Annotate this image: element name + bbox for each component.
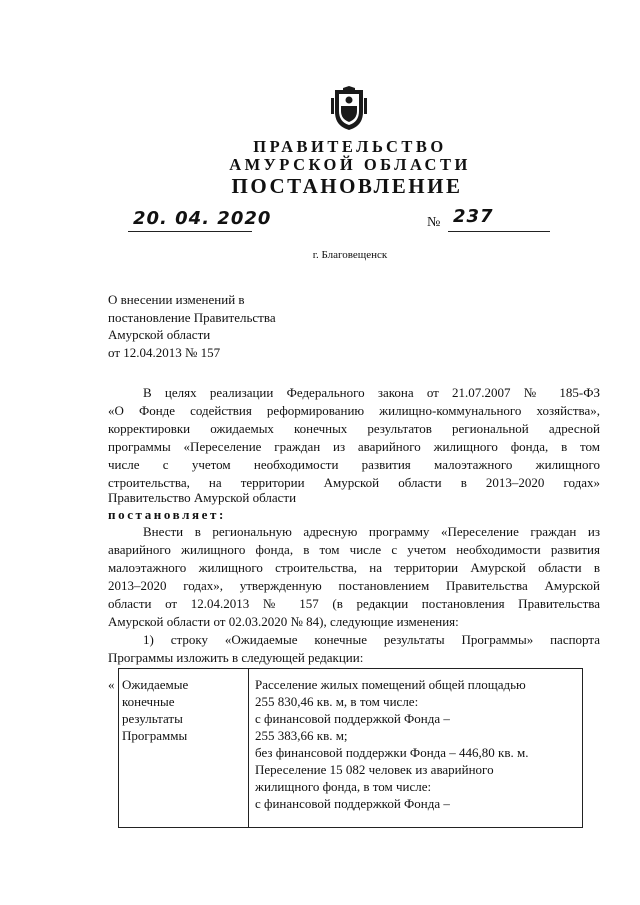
cell-line: 255 383,66 кв. м;	[255, 728, 348, 743]
body-line: программы «Переселение граждан из аварийного жилищного фонда, в том	[108, 439, 600, 454]
cell-line: с финансовой поддержкой Фонда –	[255, 796, 450, 811]
body-line: 2013–2020 годах», утвержденную постановлением Правительства Амурской	[108, 578, 600, 593]
body-line: области от 12.04.2013 № 157 (в редакции постановления Правительства	[108, 596, 600, 611]
body-line: Внести в региональную адресную программу «Переселение граждан из	[143, 524, 600, 539]
subject-line: Амурской области	[108, 327, 211, 342]
cell-line: конечные	[122, 694, 175, 709]
body-line: Амурской области от 02.03.2020 № 84), следующие изменения:	[108, 614, 459, 629]
body-line: 1) строку «Ожидаемые конечные результаты Программы» паспорта	[143, 632, 600, 647]
subject-line: постановление Правительства	[108, 309, 276, 325]
body-line: Программы изложить в следующей редакции:	[108, 650, 364, 665]
subject-line: от 12.04.2013 № 157	[108, 344, 221, 360]
city-name: г. Благовещенск	[312, 249, 388, 261]
number-underline	[448, 231, 550, 232]
cell-line: Программы	[122, 728, 188, 743]
cell-line: Расселение жилых помещений общей площадью	[255, 677, 526, 692]
body-line: строительства, на территории Амурской области в 2013–2020 годах»	[108, 475, 600, 490]
body-line: числе с учетом необходимости развития малоэтажного жилищного	[108, 457, 600, 472]
document-number: 237	[453, 206, 494, 227]
body-line: «О Фонде содействия реформированию жилищно-коммунального хозяйства»,	[108, 403, 600, 418]
subject-line: О внесении изменений в	[108, 292, 245, 307]
results-value	[255, 676, 528, 812]
org-name-line1: ПРАВИТЕЛЬСТВО	[253, 137, 447, 156]
number-sign: №	[427, 215, 441, 230]
body-line: Правительство Амурской области	[108, 490, 297, 505]
cell-line: Переселение 15 082 человек из аварийного	[255, 762, 494, 777]
body-line: В целях реализации Федерального закона от 21.07.2007 № 185-ФЗ	[143, 385, 600, 400]
resolves-heading: постановляет:	[108, 507, 226, 522]
document-date: 20. 04. 2020	[133, 208, 272, 229]
body-line: корректировки ожидаемых конечных результатов региональной адресной	[108, 421, 600, 436]
results-label	[122, 676, 188, 744]
open-quote: «	[108, 677, 115, 692]
cell-line: с финансовой поддержкой Фонда –	[255, 711, 450, 726]
document-subject	[108, 291, 276, 361]
org-name-line2: АМУРСКОЙ ОБЛАСТИ	[229, 155, 471, 174]
date-underline	[128, 231, 252, 232]
cell-line: жилищного фонда, в том числе:	[255, 779, 432, 794]
coat-of-arms-icon	[329, 86, 369, 132]
document-type-title: ПОСТАНОВЛЕНИЕ	[231, 174, 463, 198]
cell-line: результаты	[122, 711, 183, 726]
cell-line: 255 830,46 кв. м, в том числе:	[255, 694, 419, 709]
cell-line: Ожидаемые	[122, 677, 189, 692]
cell-line: без финансовой поддержки Фонда – 446,80 кв. м.	[255, 745, 529, 760]
body-line: аварийного жилищного фонда, в том числе с учетом необходимости развития	[108, 542, 600, 557]
body-line: малоэтажного жилищного строительства, на территории Амурской области в	[108, 560, 600, 575]
